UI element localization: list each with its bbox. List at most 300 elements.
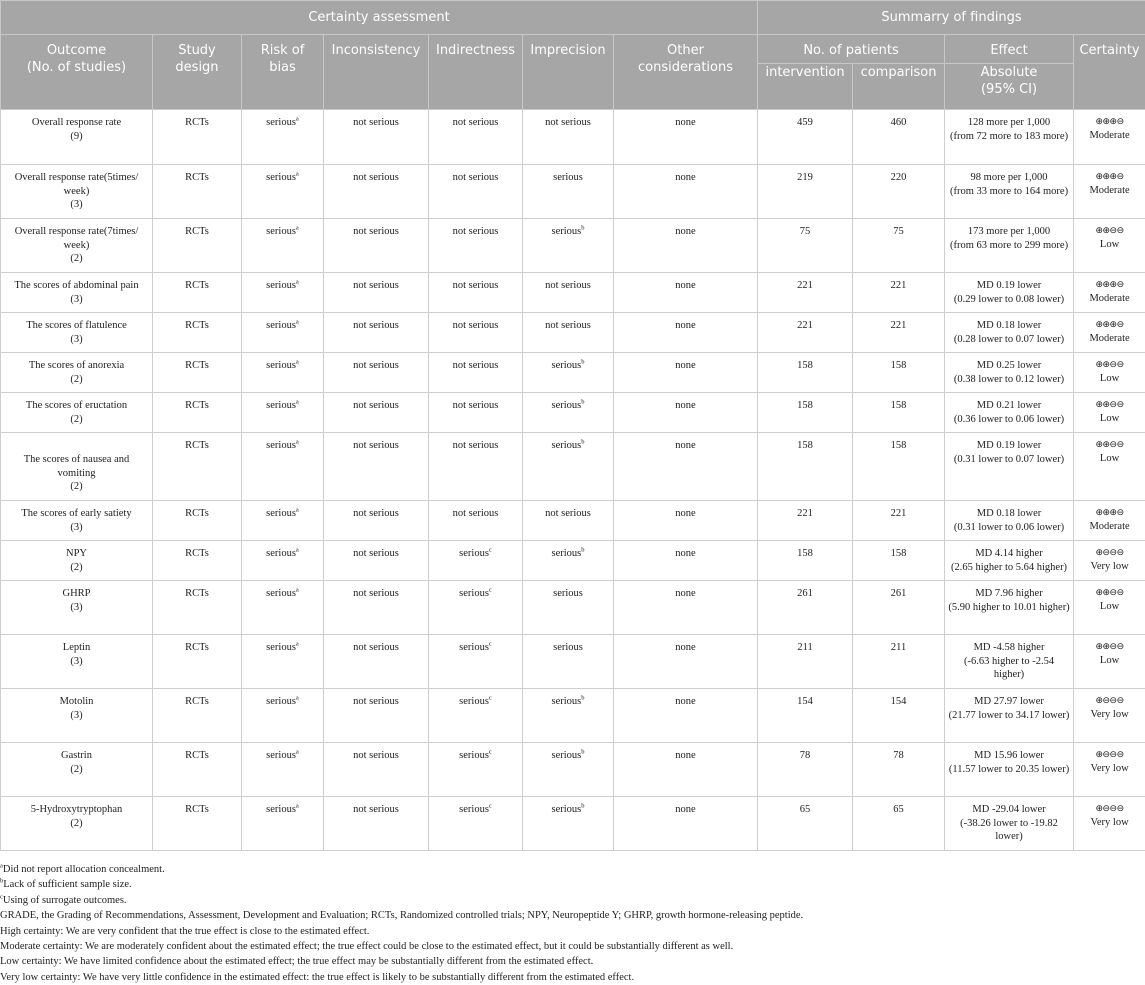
other-considerations-cell: none <box>614 273 758 313</box>
indirectness-value: not serious <box>453 172 499 183</box>
imprecision-cell <box>523 689 614 743</box>
study-count: (3) <box>70 656 82 667</box>
imprecision-cell <box>523 581 614 635</box>
certainty-cell <box>1074 219 1145 273</box>
study-design-cell: RCTs <box>153 433 242 501</box>
intervention-count-cell: 158 <box>758 393 853 433</box>
indirectness-cell <box>429 219 523 273</box>
indirectness-value: serious <box>459 750 489 761</box>
imprecision-cell <box>523 433 614 501</box>
indirectness-cell <box>429 797 523 851</box>
certainty-cell <box>1074 273 1145 313</box>
outcome-name: The scores of anorexia <box>29 360 124 371</box>
risk-of-bias-cell <box>242 797 324 851</box>
comparison-count-cell: 75 <box>853 219 945 273</box>
footnote-text: Low certainty: We have limited confidence about the estimated effect; the true effect may be substantially different from the estimated effect. <box>0 956 593 967</box>
certainty-rating-icon: ⊕⊕⊕⊖ <box>1077 507 1142 520</box>
imprecision-cell <box>523 273 614 313</box>
study-design-cell: RCTs <box>153 581 242 635</box>
footnote-marker: a <box>296 319 299 326</box>
footnote-marker: a <box>296 171 299 178</box>
absolute-effect-cell <box>945 581 1074 635</box>
footnote-text: Did not report allocation concealment. <box>3 864 165 875</box>
footnote-marker: a <box>296 803 299 810</box>
effect-header: Effect <box>945 35 1074 64</box>
indirectness-value: not serious <box>453 508 499 519</box>
other-considerations-cell: none <box>614 581 758 635</box>
absolute-effect-value: 98 more per 1,000 <box>971 172 1048 183</box>
imprecision-value: serious <box>553 642 583 653</box>
risk-of-bias-value: serious <box>266 440 296 451</box>
table-row <box>1 110 1145 165</box>
comparison-count-cell: 158 <box>853 541 945 581</box>
certainty-label: Low <box>1100 453 1119 464</box>
imprecision-cell <box>523 393 614 433</box>
risk-of-bias-value: serious <box>266 548 296 559</box>
indirectness-value: not serious <box>453 117 499 128</box>
outcome-name: 5-Hydroxytryptophan <box>31 804 123 815</box>
footnote-marker: b <box>0 878 3 885</box>
certainty-label: Moderate <box>1089 293 1129 304</box>
study-design-cell: RCTs <box>153 273 242 313</box>
footnote-marker: b <box>581 547 584 554</box>
table-row <box>1 581 1145 635</box>
absolute-effect-cell <box>945 743 1074 797</box>
risk-of-bias-cell <box>242 743 324 797</box>
study-design-cell: RCTs <box>153 165 242 219</box>
footnote-marker: c <box>489 749 492 756</box>
imprecision-header: Imprecision <box>523 35 614 110</box>
study-design-cell: RCTs <box>153 635 242 689</box>
confidence-interval: (-6.63 higher to -2.54 higher) <box>964 656 1054 681</box>
footnote-marker: a <box>296 399 299 406</box>
outcome-cell <box>1 743 153 797</box>
indirectness-cell <box>429 501 523 541</box>
footnote-line <box>0 893 1140 908</box>
absolute-effect-value: 128 more per 1,000 <box>968 117 1050 128</box>
study-count: (3) <box>70 334 82 345</box>
absolute-effect-value: MD 0.18 lower <box>977 320 1041 331</box>
indirectness-cell <box>429 635 523 689</box>
certainty-assessment-header: Certainty assessment <box>1 1 758 35</box>
footnote-line <box>0 862 1140 877</box>
footnote-marker: c <box>489 695 492 702</box>
table-body <box>1 110 1145 851</box>
imprecision-cell <box>523 165 614 219</box>
other-considerations-cell: none <box>614 219 758 273</box>
absolute-effect-value: MD 7.96 higher <box>975 588 1042 599</box>
certainty-cell <box>1074 581 1145 635</box>
table-row <box>1 635 1145 689</box>
footnote-marker: b <box>581 359 584 366</box>
imprecision-cell <box>523 110 614 165</box>
other-considerations-header: Other considerations <box>614 35 758 110</box>
table-row <box>1 501 1145 541</box>
indirectness-cell <box>429 353 523 393</box>
indirectness-value: not serious <box>453 400 499 411</box>
outcome-name: Leptin <box>63 642 90 653</box>
indirectness-value: not serious <box>453 360 499 371</box>
certainty-label: Very low <box>1090 763 1128 774</box>
certainty-rating-icon: ⊕⊕⊖⊖ <box>1077 225 1142 238</box>
footnote-marker: b <box>581 803 584 810</box>
summary-of-findings-header: Summarry of findings <box>758 1 1145 35</box>
outcome-cell <box>1 219 153 273</box>
imprecision-cell <box>523 635 614 689</box>
imprecision-value: serious <box>552 400 582 411</box>
absolute-effect-value: MD 0.19 lower <box>977 440 1041 451</box>
indirectness-value: not serious <box>453 440 499 451</box>
intervention-count-cell: 211 <box>758 635 853 689</box>
certainty-cell <box>1074 541 1145 581</box>
outcome-cell <box>1 353 153 393</box>
imprecision-cell <box>523 797 614 851</box>
table-row <box>1 433 1145 501</box>
certainty-label: Low <box>1100 413 1119 424</box>
footnote-marker: c <box>489 547 492 554</box>
footnote-line <box>0 908 1140 923</box>
certainty-cell <box>1074 743 1145 797</box>
intervention-count-cell: 221 <box>758 501 853 541</box>
study-design-cell: RCTs <box>153 743 242 797</box>
certainty-cell <box>1074 797 1145 851</box>
certainty-cell <box>1074 501 1145 541</box>
confidence-interval: (0.29 lower to 0.08 lower) <box>954 294 1064 305</box>
imprecision-cell <box>523 501 614 541</box>
study-count: (3) <box>70 710 82 721</box>
indirectness-value: serious <box>459 696 489 707</box>
inconsistency-cell: not serious <box>324 110 429 165</box>
footnote-text: GRADE, the Grading of Recommendations, Assessment, Development and Evaluation; RCTs, Randomized controlled trials; NPY, Neuropeptide Y; GHRP, growth hormone-releasing peptide. <box>0 910 803 921</box>
outcome-name: Overall response rate <box>32 117 121 128</box>
certainty-cell <box>1074 110 1145 165</box>
table-header <box>1 1 1145 110</box>
absolute-effect-cell <box>945 219 1074 273</box>
confidence-interval: (5.90 higher to 10.01 higher) <box>948 602 1069 613</box>
confidence-interval: (from 72 more to 183 more) <box>950 131 1068 142</box>
study-count: (3) <box>70 602 82 613</box>
risk-of-bias-cell <box>242 273 324 313</box>
certainty-cell <box>1074 313 1145 353</box>
footnote-text: Using of surrogate outcomes. <box>3 895 127 906</box>
indirectness-cell <box>429 165 523 219</box>
certainty-rating-icon: ⊕⊕⊖⊖ <box>1077 439 1142 452</box>
outcome-cell <box>1 689 153 743</box>
outcome-name: Overall response rate(5times/ week) <box>15 172 139 197</box>
outcome-cell <box>1 797 153 851</box>
certainty-label: Very low <box>1090 709 1128 720</box>
footnote-marker: b <box>581 749 584 756</box>
indirectness-cell <box>429 273 523 313</box>
outcome-name: Motolin <box>60 696 94 707</box>
footnote-text: Moderate certainty: We are moderately confident about the estimated effect; the true effect could be close to the estimated effect, but it could be substantially different as well. <box>0 941 733 952</box>
imprecision-value: not serious <box>545 508 591 519</box>
other-considerations-cell: none <box>614 797 758 851</box>
certainty-label: Very low <box>1090 561 1128 572</box>
inconsistency-cell: not serious <box>324 743 429 797</box>
intervention-count-cell: 221 <box>758 273 853 313</box>
imprecision-value: not serious <box>545 320 591 331</box>
footnotes <box>0 862 1140 985</box>
outcome-cell <box>1 110 153 165</box>
indirectness-value: serious <box>459 642 489 653</box>
indirectness-value: not serious <box>453 320 499 331</box>
outcome-cell <box>1 635 153 689</box>
risk-of-bias-value: serious <box>266 360 296 371</box>
confidence-interval: (2.65 higher to 5.64 higher) <box>951 562 1067 573</box>
absolute-effect-cell <box>945 541 1074 581</box>
footnote-marker: a <box>0 863 3 870</box>
absolute-effect-cell <box>945 797 1074 851</box>
imprecision-cell <box>523 541 614 581</box>
table-row <box>1 743 1145 797</box>
certainty-label: Low <box>1100 373 1119 384</box>
intervention-count-cell: 158 <box>758 353 853 393</box>
certainty-cell <box>1074 433 1145 501</box>
study-count: (2) <box>70 414 82 425</box>
absolute-effect-value: MD 0.25 lower <box>977 360 1041 371</box>
risk-of-bias-value: serious <box>266 280 296 291</box>
absolute-effect-cell <box>945 635 1074 689</box>
comparison-count-cell: 221 <box>853 501 945 541</box>
risk-of-bias-cell <box>242 165 324 219</box>
certainty-rating-icon: ⊕⊖⊖⊖ <box>1077 695 1142 708</box>
certainty-rating-icon: ⊕⊕⊕⊖ <box>1077 116 1142 129</box>
absolute-effect-cell <box>945 273 1074 313</box>
footnote-line <box>0 877 1140 892</box>
outcome-header <box>1 35 153 110</box>
other-considerations-cell: none <box>614 635 758 689</box>
comparison-count-cell: 158 <box>853 393 945 433</box>
certainty-label: Moderate <box>1089 333 1129 344</box>
indirectness-cell <box>429 313 523 353</box>
imprecision-value: serious <box>552 804 582 815</box>
outcome-name: The scores of nausea and vomiting <box>24 454 130 479</box>
indirectness-cell <box>429 393 523 433</box>
indirectness-cell <box>429 433 523 501</box>
confidence-interval: (0.36 lower to 0.06 lower) <box>954 414 1064 425</box>
imprecision-cell <box>523 743 614 797</box>
imprecision-value: serious <box>552 440 582 451</box>
outcome-name: The scores of flatulence <box>26 320 127 331</box>
indirectness-value: not serious <box>453 226 499 237</box>
other-considerations-cell: none <box>614 541 758 581</box>
absolute-effect-cell <box>945 353 1074 393</box>
inconsistency-cell: not serious <box>324 219 429 273</box>
indirectness-cell <box>429 743 523 797</box>
study-count: (2) <box>70 764 82 775</box>
other-considerations-cell: none <box>614 433 758 501</box>
indirectness-value: not serious <box>453 280 499 291</box>
table-row <box>1 393 1145 433</box>
footnote-marker: a <box>296 116 299 123</box>
risk-of-bias-cell <box>242 393 324 433</box>
intervention-count-cell: 75 <box>758 219 853 273</box>
outcome-name: The scores of eructation <box>26 400 127 411</box>
inconsistency-cell: not serious <box>324 353 429 393</box>
confidence-interval: (21.77 lower to 34.17 lower) <box>949 710 1070 721</box>
study-count: (2) <box>70 374 82 385</box>
inconsistency-cell: not serious <box>324 581 429 635</box>
comparison-count-cell: 261 <box>853 581 945 635</box>
risk-of-bias-value: serious <box>266 804 296 815</box>
footnote-marker: a <box>296 359 299 366</box>
intervention-count-cell: 219 <box>758 165 853 219</box>
footnote-marker: c <box>489 641 492 648</box>
outcome-name: Gastrin <box>61 750 92 761</box>
indirectness-cell <box>429 581 523 635</box>
certainty-label: Moderate <box>1089 185 1129 196</box>
risk-of-bias-value: serious <box>266 508 296 519</box>
inconsistency-cell: not serious <box>324 433 429 501</box>
certainty-rating-icon: ⊕⊖⊖⊖ <box>1077 749 1142 762</box>
footnote-line <box>0 939 1140 954</box>
confidence-interval: (0.28 lower to 0.07 lower) <box>954 334 1064 345</box>
study-design-cell: RCTs <box>153 353 242 393</box>
imprecision-value: serious <box>552 360 582 371</box>
table-row <box>1 541 1145 581</box>
intervention-count-cell: 261 <box>758 581 853 635</box>
risk-of-bias-value: serious <box>266 588 296 599</box>
risk-of-bias-value: serious <box>266 226 296 237</box>
imprecision-cell <box>523 219 614 273</box>
absolute-effect-cell <box>945 433 1074 501</box>
imprecision-value: serious <box>552 696 582 707</box>
outcome-cell <box>1 581 153 635</box>
footnote-marker: b <box>581 695 584 702</box>
risk-of-bias-value: serious <box>266 696 296 707</box>
inconsistency-cell: not serious <box>324 635 429 689</box>
outcome-name: The scores of early satiety <box>21 508 131 519</box>
absolute-effect-value: 173 more per 1,000 <box>968 226 1050 237</box>
risk-of-bias-value: serious <box>266 117 296 128</box>
outcome-name: The scores of abdominal pain <box>14 280 138 291</box>
absolute-effect-value: MD 0.21 lower <box>977 400 1041 411</box>
absolute-effect-value: MD 0.18 lower <box>977 508 1041 519</box>
indirectness-value: serious <box>459 548 489 559</box>
study-design-cell: RCTs <box>153 797 242 851</box>
certainty-rating-icon: ⊕⊕⊕⊖ <box>1077 279 1142 292</box>
certainty-rating-icon: ⊕⊕⊖⊖ <box>1077 587 1142 600</box>
footnote-marker: c <box>489 803 492 810</box>
comparison-count-cell: 158 <box>853 353 945 393</box>
imprecision-value: serious <box>552 548 582 559</box>
comparison-count-cell: 65 <box>853 797 945 851</box>
risk-of-bias-cell <box>242 313 324 353</box>
risk-of-bias-cell <box>242 433 324 501</box>
intervention-count-cell: 459 <box>758 110 853 165</box>
intervention-count-cell: 221 <box>758 313 853 353</box>
absolute-header-sub: (95% CI) <box>981 82 1037 97</box>
risk-of-bias-cell <box>242 635 324 689</box>
study-count: (2) <box>70 253 82 264</box>
table-row <box>1 353 1145 393</box>
risk-of-bias-value: serious <box>266 642 296 653</box>
risk-of-bias-cell <box>242 353 324 393</box>
certainty-label: Moderate <box>1089 521 1129 532</box>
confidence-interval: (-38.26 lower to -19.82 lower) <box>960 818 1058 843</box>
study-count: (3) <box>70 199 82 210</box>
absolute-effect-cell <box>945 110 1074 165</box>
absolute-effect-cell <box>945 689 1074 743</box>
absolute-header-label: Absolute <box>981 65 1038 80</box>
certainty-rating-icon: ⊕⊕⊖⊖ <box>1077 359 1142 372</box>
study-count: (2) <box>70 818 82 829</box>
certainty-rating-icon: ⊕⊕⊖⊖ <box>1077 641 1142 654</box>
footnote-marker: a <box>296 439 299 446</box>
intervention-count-cell: 65 <box>758 797 853 851</box>
absolute-effect-value: MD 15.96 lower <box>974 750 1044 761</box>
footnote-marker: a <box>296 749 299 756</box>
footnote-marker: c <box>0 893 3 900</box>
study-count: (9) <box>70 131 82 142</box>
comparison-header: comparison <box>853 64 945 110</box>
table-row <box>1 313 1145 353</box>
risk-of-bias-cell <box>242 110 324 165</box>
no-of-patients-header: No. of patients <box>758 35 945 64</box>
risk-of-bias-cell <box>242 689 324 743</box>
other-considerations-cell: none <box>614 743 758 797</box>
inconsistency-cell: not serious <box>324 393 429 433</box>
indirectness-cell <box>429 541 523 581</box>
footnote-marker: a <box>296 507 299 514</box>
table-row <box>1 689 1145 743</box>
absolute-effect-cell <box>945 501 1074 541</box>
study-design-cell: RCTs <box>153 110 242 165</box>
imprecision-value: serious <box>552 750 582 761</box>
certainty-label: Very low <box>1090 817 1128 828</box>
study-design-cell: RCTs <box>153 541 242 581</box>
inconsistency-cell: not serious <box>324 797 429 851</box>
certainty-label: Low <box>1100 655 1119 666</box>
absolute-header <box>945 64 1074 110</box>
outcome-cell <box>1 541 153 581</box>
risk-of-bias-header: Risk of bias <box>242 35 324 110</box>
outcome-name: NPY <box>66 548 87 559</box>
footnote-marker: c <box>489 587 492 594</box>
comparison-count-cell: 78 <box>853 743 945 797</box>
other-considerations-cell: none <box>614 689 758 743</box>
intervention-header: intervention <box>758 64 853 110</box>
outcome-name: Overall response rate(7times/ week) <box>15 226 139 251</box>
absolute-effect-cell <box>945 165 1074 219</box>
intervention-count-cell: 154 <box>758 689 853 743</box>
certainty-label: Low <box>1100 239 1119 250</box>
certainty-cell <box>1074 635 1145 689</box>
study-design-cell: RCTs <box>153 689 242 743</box>
indirectness-cell <box>429 689 523 743</box>
inconsistency-cell: not serious <box>324 313 429 353</box>
risk-of-bias-cell <box>242 219 324 273</box>
footnote-line <box>0 924 1140 939</box>
certainty-label: Low <box>1100 601 1119 612</box>
certainty-cell <box>1074 165 1145 219</box>
inconsistency-cell: not serious <box>324 273 429 313</box>
footnote-marker: a <box>296 587 299 594</box>
absolute-effect-cell <box>945 393 1074 433</box>
other-considerations-cell: none <box>614 110 758 165</box>
confidence-interval: (0.31 lower to 0.06 lower) <box>954 522 1064 533</box>
footnote-line <box>0 970 1140 985</box>
study-design-cell: RCTs <box>153 393 242 433</box>
footnote-text: Very low certainty: We have very little confidence in the estimated effect: the true effect is likely to be substantially different from the estimated effect. <box>0 972 634 983</box>
comparison-count-cell: 154 <box>853 689 945 743</box>
comparison-count-cell: 158 <box>853 433 945 501</box>
footnote-marker: a <box>296 547 299 554</box>
confidence-interval: (11.57 lower to 20.35 lower) <box>949 764 1069 775</box>
inconsistency-cell: not serious <box>324 541 429 581</box>
table-row <box>1 273 1145 313</box>
